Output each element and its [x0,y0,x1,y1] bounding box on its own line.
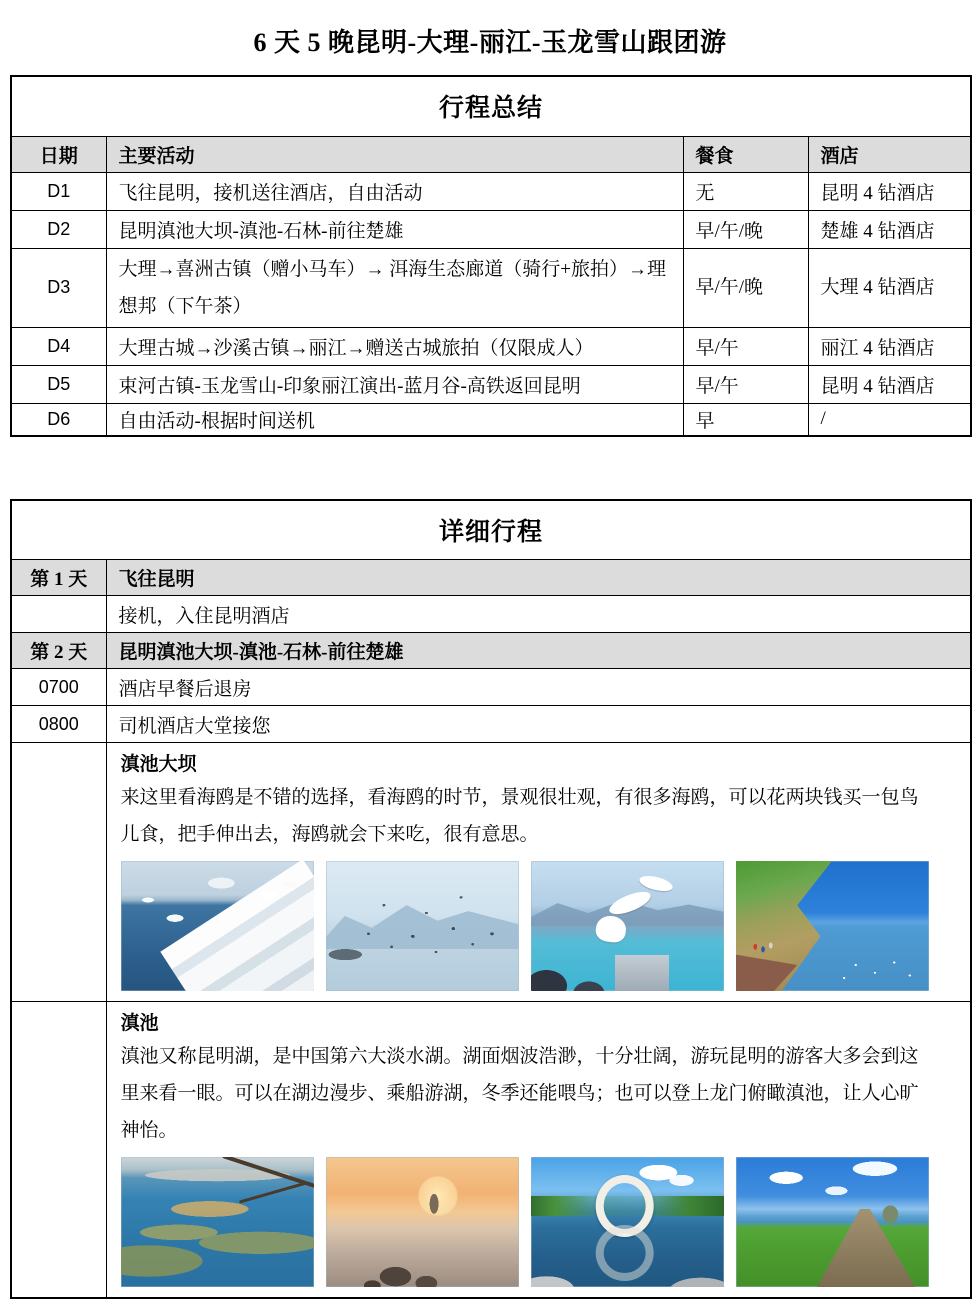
day-cell: D4 [11,327,106,365]
attraction-name: 滇池 [121,1010,957,1038]
activity-cell: 自由活动-根据时间送机 [106,403,683,436]
photo-ring-sculpture-reflection [531,1157,724,1287]
gull-shape [594,914,627,944]
summary-table-title: 行程总结 [11,76,971,136]
hotel-cell: 大理 4 钻酒店 [808,248,971,327]
meals-cell: 早/午/晚 [683,210,808,248]
photo-dianchi-sunset-shore [326,1157,519,1287]
gull-shape [606,887,653,918]
summary-row-d5 [11,365,971,403]
activity-text-cell: 接机，入住昆明酒店 [106,596,971,633]
summary-row-d2 [11,210,971,248]
meals-cell: 早/午/晚 [683,248,808,327]
day-cell: D5 [11,365,106,403]
attraction-row-dianchi-dam [11,743,971,1002]
attraction-cell [106,1002,971,1299]
photo-lakeside-promenade-with-trees [736,861,929,991]
page-title: 6 天 5 晚昆明-大理-丽江-玉龙雪山跟团游 [10,0,970,59]
hotel-cell: 昆明 4 钻酒店 [808,172,971,210]
day-summary-cell: 飞往昆明 [106,560,971,596]
path-shape [805,1209,925,1287]
attraction-row-dianchi-lake [11,1002,971,1299]
summary-header-date: 日期 [11,136,106,172]
hotel-cell: 丽江 4 钻酒店 [808,327,971,365]
time-cell: 0700 [11,669,106,706]
mountain-shape [326,890,519,950]
activity-text-cell: 酒店早餐后退房 [106,669,971,706]
hotel-cell: 昆明 4 钻酒店 [808,365,971,403]
detail-row [11,706,971,743]
ring-sculpture-shape [596,1175,654,1237]
meals-cell: 早/午 [683,365,808,403]
summary-header-activity: 主要活动 [106,136,683,172]
day-summary-cell: 昆明滇池大坝-滇池-石林-前往楚雄 [106,633,971,669]
photo-strip [121,861,957,991]
summary-row-d1 [11,172,971,210]
photo-seagulls-on-white-railing [121,861,314,991]
attraction-description: 来这里看海鸥是不错的选择，看海鸥的时节，景观很壮观，有很多海鸥，可以花两块钱买一包鸟儿食，把手伸出去，海鸥就会下来吃，很有意思。 [121,779,921,853]
activity-text-cell: 司机酒店大堂接您 [106,706,971,743]
branch-shape [238,1181,306,1203]
activity-cell: 昆明滇池大坝-滇池-石林-前往楚雄 [106,210,683,248]
detail-table [10,499,972,1299]
treeline-shape [531,1196,724,1216]
attraction-cell [106,743,971,1002]
photo-dianchi-aerial-view [121,1157,314,1287]
photo-seagulls-flying-closeup [531,861,724,991]
day-cell: D1 [11,172,106,210]
hotel-cell: / [808,403,971,436]
summary-row-d6 [11,403,971,436]
activity-cell: 大理→喜洲古镇（赠小马车）→ 洱海生态廊道（骑行+旅拍）→理想邦（下午茶） [106,248,683,327]
branch-shape [222,1157,314,1192]
hotel-cell: 楚雄 4 钻酒店 [808,210,971,248]
empty-time-cell [11,743,106,1002]
detail-day1-header-row [11,560,971,596]
activity-cell: 飞往昆明，接机送往酒店，自由活动 [106,172,683,210]
summary-header-row [11,136,971,172]
gull-shape [638,873,674,894]
time-cell: 0800 [11,706,106,743]
photo-seagull-flock-over-lake-mountains [326,861,519,991]
day-label-cell: 第 1 天 [11,560,106,596]
summary-header-hotel: 酒店 [808,136,971,172]
detail-title-row [11,500,971,560]
meals-cell: 无 [683,172,808,210]
meals-cell: 早 [683,403,808,436]
activity-cell: 大理古城→沙溪古镇→丽江→赠送古城旅拍（仅限成人） [106,327,683,365]
railing-shape [160,861,314,991]
empty-time-cell [11,1002,106,1299]
day-label-cell: 第 2 天 [11,633,106,669]
photo-grass-path-by-lake [736,1157,929,1287]
day-cell: D2 [11,210,106,248]
attraction-name: 滇池大坝 [121,751,957,779]
summary-header-meals: 餐食 [683,136,808,172]
attraction-description: 滇池又称昆明湖，是中国第六大淡水湖。湖面烟波浩渺，十分壮阔，游玩昆明的游客大多会到这里来看一眼。可以在湖边漫步、乘船游湖，冬季还能喂鸟；也可以登上龙门俯瞰滇池，让人心旷神怡。 [121,1038,921,1149]
ring-reflection-shape [596,1225,654,1281]
meals-cell: 早/午 [683,327,808,365]
activity-cell: 束河古镇-玉龙雪山-印象丽江演出-蓝月谷-高铁返回昆明 [106,365,683,403]
detail-row [11,596,971,633]
detail-table-title: 详细行程 [11,500,971,560]
pedestal-shape [615,955,669,991]
trees-shape [736,861,929,991]
summary-title-row [11,76,971,136]
detail-day2-header-row [11,633,971,669]
summary-table [10,75,972,437]
summary-row-d3 [11,248,971,327]
time-cell [11,596,106,633]
photo-strip [121,1157,957,1287]
summary-row-d4 [11,327,971,365]
detail-row [11,669,971,706]
day-cell: D6 [11,403,106,436]
day-cell: D3 [11,248,106,327]
